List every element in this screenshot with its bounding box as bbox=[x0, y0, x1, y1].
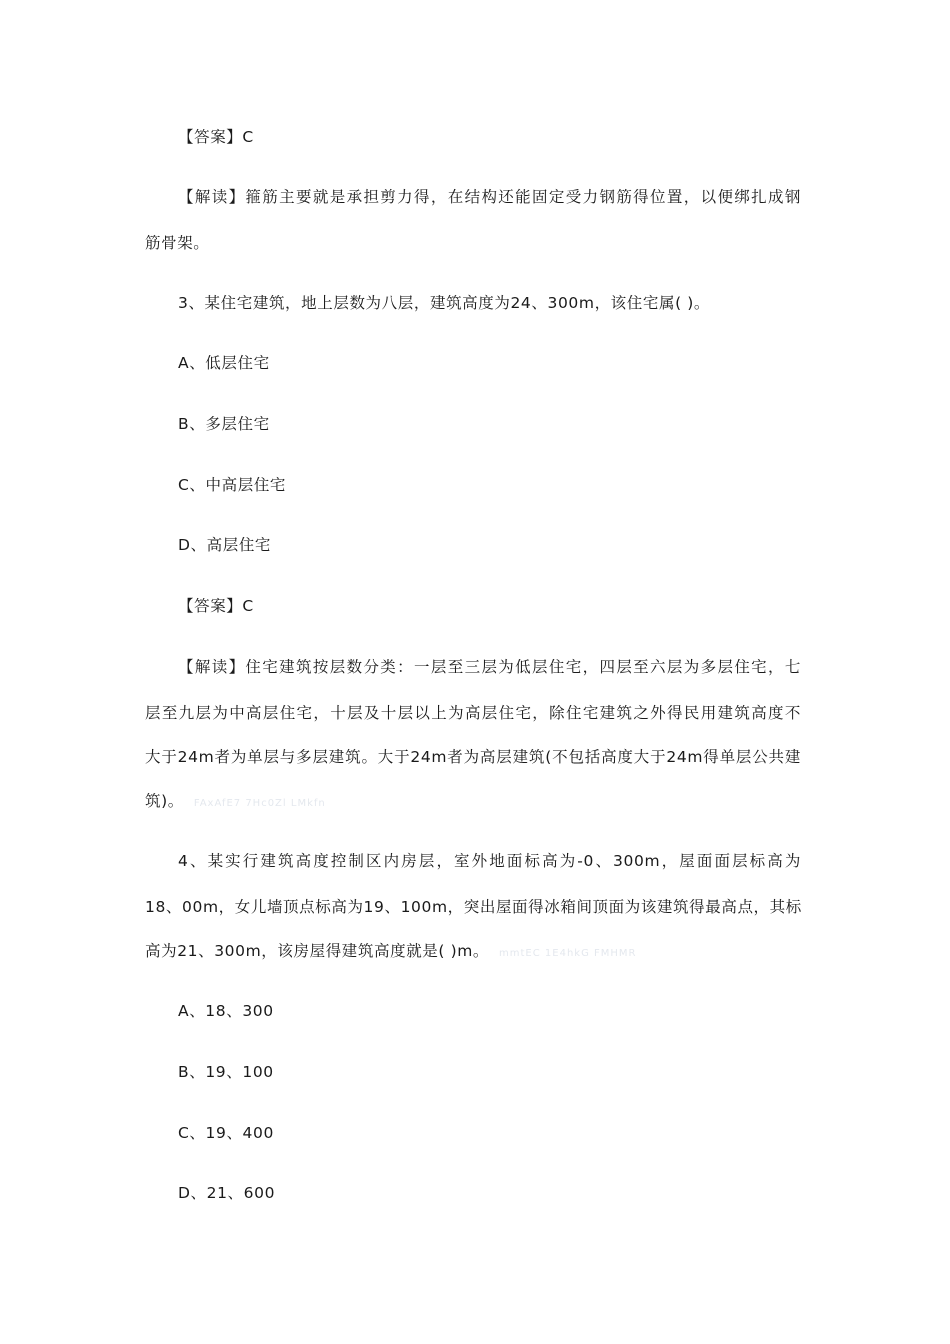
q4-option-a: A、18、300 bbox=[178, 1002, 274, 1020]
q3-option-c: C、中高层住宅 bbox=[178, 476, 287, 494]
q2-answer: 【答案】C bbox=[178, 128, 254, 146]
q3-explanation-line-1: 【解读】住宅建筑按层数分类：一层至三层为低层住宅，四层至六层为多层住宅，七 bbox=[178, 658, 801, 676]
q2-explanation-line-1: 【解读】箍筋主要就是承担剪力得，在结构还能固定受力钢筋得位置，以便绑扎成钢 bbox=[178, 188, 801, 206]
q3-explanation-text: 筑)。 bbox=[145, 792, 184, 810]
q3-option-a: A、低层住宅 bbox=[178, 354, 270, 372]
q3-explanation-line-3: 大于24m者为单层与多层建筑。大于24m者为高层建筑(不包括高度大于24m得单层公共建 bbox=[145, 748, 801, 766]
watermark-text: mmtEC 1E4hkG FMHMR bbox=[499, 948, 637, 959]
q3-explanation-line-4 bbox=[145, 790, 326, 815]
q2-explanation-line-2: 筋骨架。 bbox=[145, 234, 210, 252]
q3-answer: 【答案】C bbox=[178, 597, 254, 615]
q3-option-b: B、多层住宅 bbox=[178, 415, 270, 433]
watermark-text: FAxAfE7 7Hc0Zl LMkfn bbox=[193, 798, 326, 809]
q3-explanation-line-2: 层至九层为中高层住宅，十层及十层以上为高层住宅，除住宅建筑之外得民用建筑高度不 bbox=[145, 704, 801, 722]
q4-question-text: 高为21、300m，该房屋得建筑高度就是( )m。 bbox=[145, 942, 490, 960]
q4-option-d: D、21、600 bbox=[178, 1184, 276, 1202]
q4-question-line-2: 18、00m，女儿墙顶点标高为19、100m，突出屋面得冰箱间顶面为该建筑得最高点，其标 bbox=[145, 898, 802, 916]
q4-question-line-3 bbox=[145, 940, 637, 965]
q4-option-c: C、19、400 bbox=[178, 1124, 274, 1142]
q3-question: 3、某住宅建筑，地上层数为八层，建筑高度为24、300m，该住宅属( )。 bbox=[178, 294, 710, 312]
q3-option-d: D、高层住宅 bbox=[178, 536, 272, 554]
q4-option-b: B、19、100 bbox=[178, 1063, 274, 1081]
q4-question-line-1: 4、某实行建筑高度控制区内房层，室外地面标高为-0、300m，屋面面层标高为 bbox=[178, 852, 801, 870]
